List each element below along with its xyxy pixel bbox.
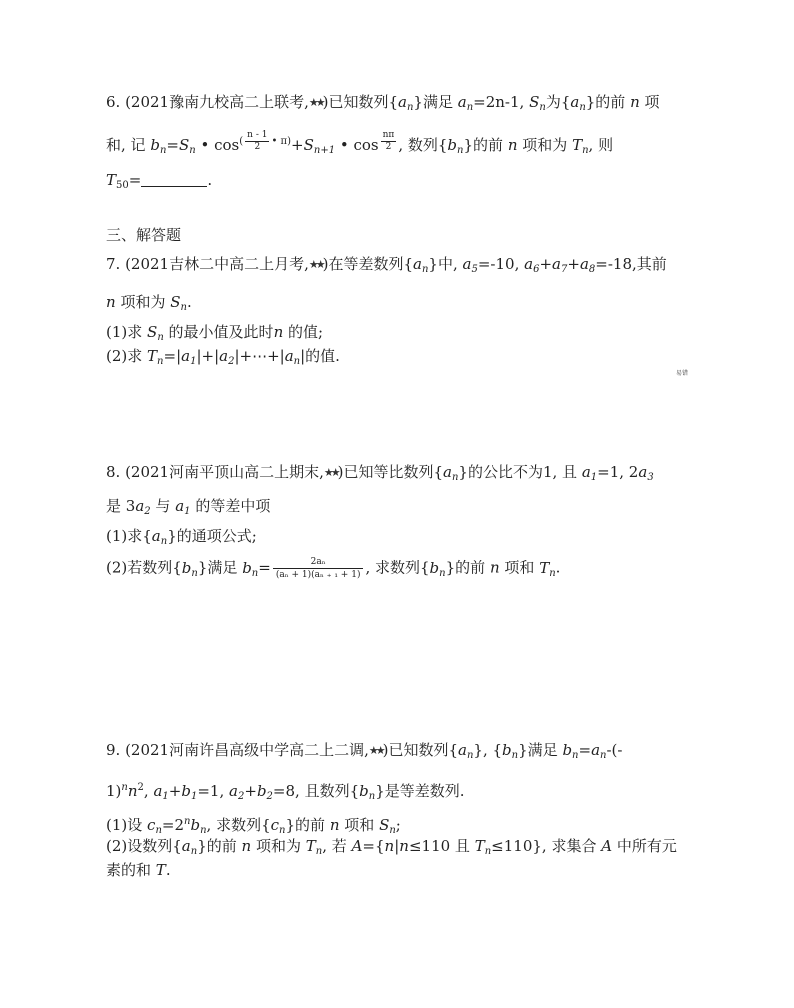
q9-part-1: (1)设 $c_n=2^nb_n$, 求数列$\{c_n\}$的前 n 项和 $S_n$; xyxy=(106,816,401,836)
q7-part-2: (2)求 $T_n=|a_1|+|a_2|+\cdots+|a_n|$的值. xyxy=(106,347,340,367)
q6-line-3: $T_{50}=$ . xyxy=(106,171,213,191)
difficulty-star-icon: ★★ xyxy=(308,96,323,109)
q6-fraction: $\frac{n - 1}{2}$ xyxy=(247,130,268,152)
answer-blank[interactable] xyxy=(141,172,207,187)
section-header: 三、解答题 xyxy=(106,226,182,244)
q6-line-1: 6. (2021豫南九校高二上联考,★★)已知数列$\{a_n\}$满足 $a_n=2n-1$, $S_n$为$\{a_n\}$的前 n 项 xyxy=(106,93,660,113)
q6-line-2: 和, 记 $b_n=S_n$ • cos( $\frac{n - 1}{2}$ • $\pi)+S_{n+1}$ • cos $\frac{n\pi}{2}$ , 数列$\{b_n\}$的前 n 项和为 $T_n$, 则 xyxy=(106,130,614,156)
corner-mark: 易错 xyxy=(676,370,689,377)
difficulty-star-icon: ★★ xyxy=(368,744,383,757)
difficulty-star-icon: ★★ xyxy=(323,466,338,479)
difficulty-star-icon: ★★ xyxy=(308,258,323,271)
q9-line-1: 9. (2021河南许昌高级中学高二上二调,★★)已知数列$\{a_n\}$, $\{b_n\}$满足 $b_n=a_n-(-$ xyxy=(106,741,623,761)
q7-line-1: 7. (2021吉林二中高二上月考,★★)在等差数列$\{a_n\}$中, $a_5=-10$, $a_6+a_7+a_8=-18$,其前 xyxy=(106,255,667,275)
q7-line-2: n 项和为 $S_n$. xyxy=(106,293,192,313)
q9-line-last: 素的和 T. xyxy=(106,861,171,879)
q8-part-1: (1)求$\{a_n\}$的通项公式; xyxy=(106,527,257,547)
q9-line-2: $1)^nn^2$, $a_1+b_1=1$, $a_2+b_2=8$, 且数列$\{b_n\}$是等差数列. xyxy=(106,782,465,802)
q8-part-2: (2)若数列$\{b_n\}$满足 $b_n=$ $\frac{\text{2aₙ}}{\text{(aₙ + 1)(aₙ ₊ ₁ + 1)}}$ , 求数列$\{b_n\}$的前 n 项和 $T_n$. xyxy=(106,557,561,580)
q8-fraction: $\frac{\text{2aₙ}}{\text{(aₙ + 1)(aₙ ₊ ₁ + 1)}}$ xyxy=(273,556,364,581)
q9-part-2: (2)设数列$\{a_n\}$的前 n 项和为 $T_n$, 若 A={n|n≤110 且 $T_n\le 110$}, 求集合 A 中所有元 xyxy=(106,837,677,857)
q8-line-1: 8. (2021河南平顶山高二上期末,★★)已知等比数列$\{a_n\}$的公比不为1, 且 $a_1=1$, $2a_3$ xyxy=(106,463,654,483)
q8-line-2: 是 $3a_2$ 与 $a_1$ 的等差中项 xyxy=(106,497,271,517)
q7-part-1: (1)求 $S_n$ 的最小值及此时n 的值; xyxy=(106,323,324,343)
q6-fraction-2: $\frac{n\pi}{2}$ xyxy=(382,130,395,152)
